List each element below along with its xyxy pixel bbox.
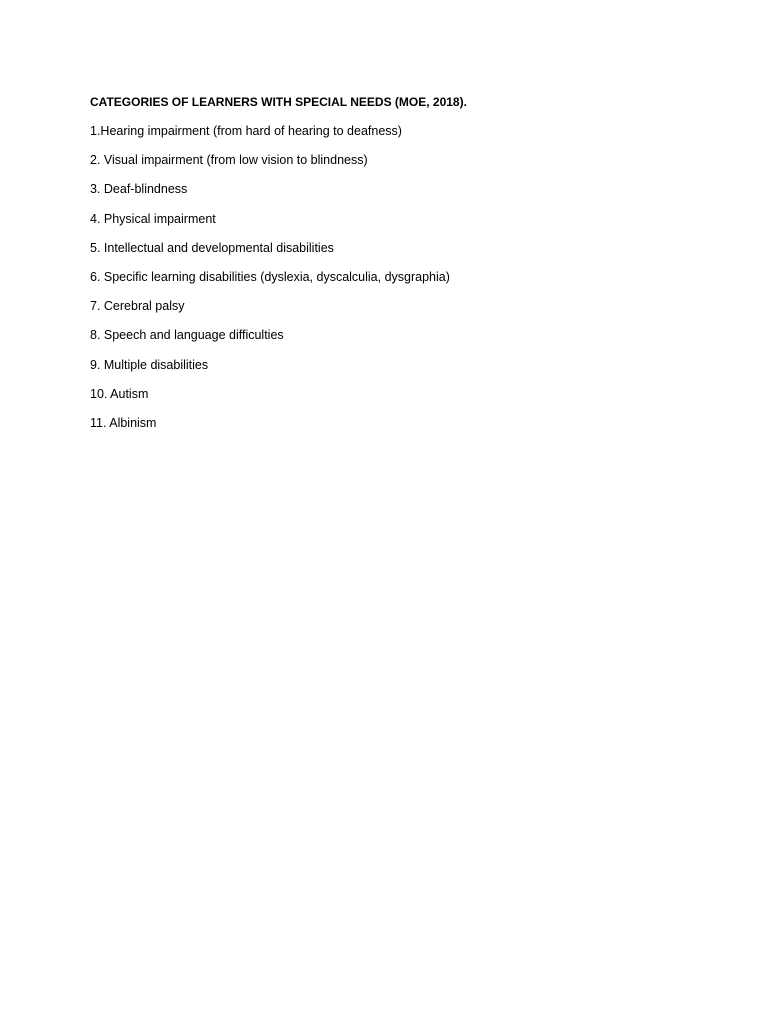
- list-item-hearing-impairment: 1.Hearing impairment (from hard of hearing to deafness): [90, 124, 402, 138]
- list-item-intellectual-disabilities: 5. Intellectual and developmental disabilities: [90, 240, 334, 255]
- document-body: [90, 92, 690, 442]
- list-item-visual-impairment: 2. Visual impairment (from low vision to blindness): [90, 153, 368, 168]
- list-item-multiple-disabilities: 9. Multiple disabilities: [90, 357, 209, 372]
- list-item-speech-language: 8. Speech and language difficulties: [90, 328, 284, 343]
- list-item-albinism: 11. Albinism: [90, 415, 157, 430]
- document-title: CATEGORIES OF LEARNERS WITH SPECIAL NEEDS (MOE, 2018).: [90, 95, 467, 109]
- list-item-cerebral-palsy: 7. Cerebral palsy: [90, 299, 185, 314]
- list-item-learning-disabilities: 6. Specific learning disabilities (dyslexia, dyscalculia, dysgraphia): [90, 269, 450, 284]
- list-item-autism: 10. Autism: [90, 386, 149, 401]
- categories-list: [90, 121, 690, 433]
- list-item-deaf-blindness: 3. Deaf-blindness: [90, 182, 188, 197]
- list-item-physical-impairment: 4. Physical impairment: [90, 211, 216, 226]
